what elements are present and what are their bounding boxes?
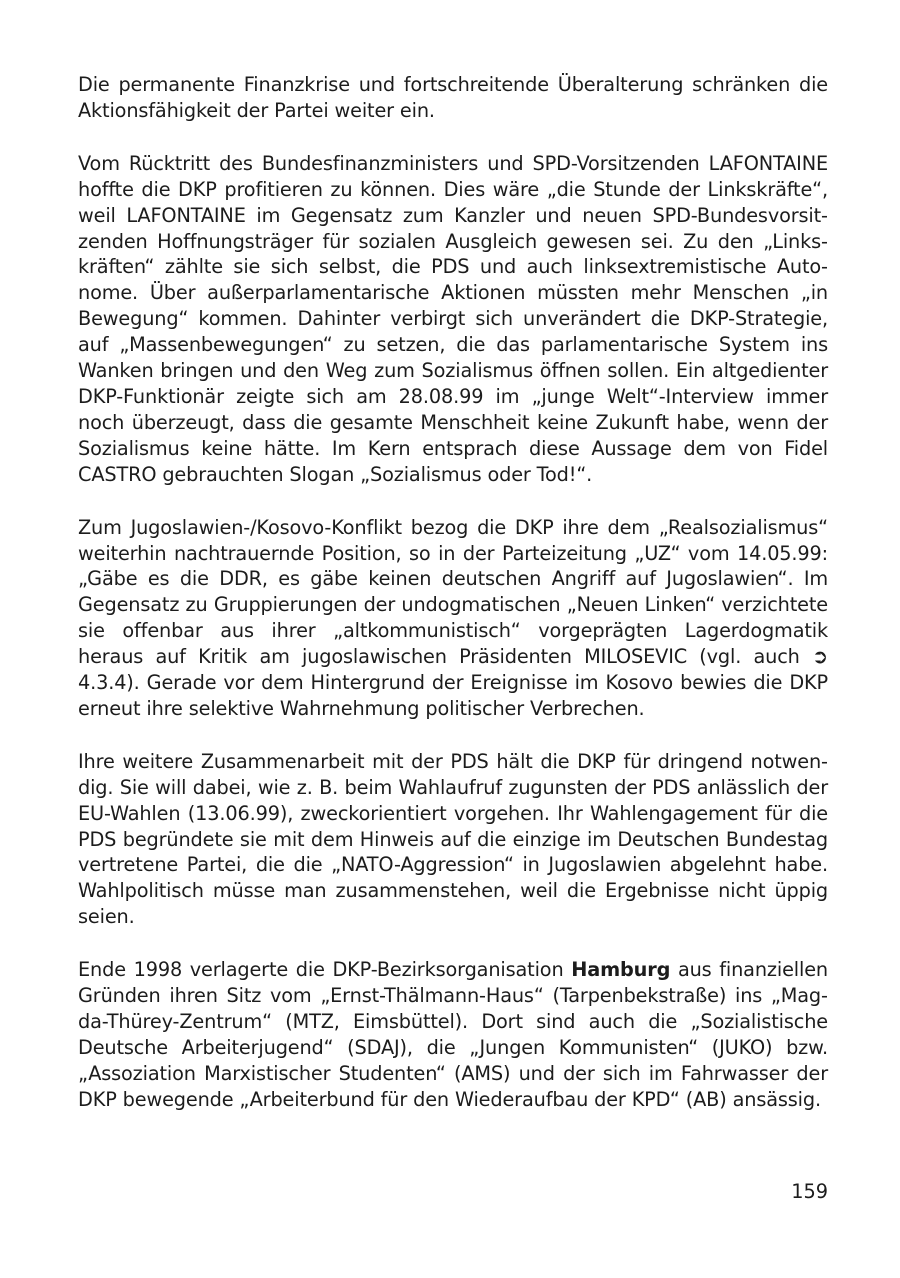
paragraph-hamburg [78,957,828,1112]
cross-reference-arrow-icon[interactable]: ➲ [811,645,828,669]
paragraph-pds-zusammenarbeit: Ihre weitere Zusammenarbeit mit der PDS hält die DKP für dringend notwendig. Sie will dabei, wie z. B. beim Wahlaufruf zugunsten der PDS anlässlich der EU-Wahlen (13.06.99), zweckorientiert vorgehen. Ihr Wahlengagement für die PDS begründete sie mit dem Hinweis auf die einzige im Deutschen Bundestag vertretene Partei, die die „NATO-Aggression“ in Jugoslawien abgelehnt habe. Wahlpolitisch müsse man zusammenstehen, weil die Ergebnisse nicht üppig seien. [78,749,828,929]
paragraph-hamburg-text-end: aus finanziellen Gründen ihren Sitz vom „Ernst-Thälmann-Haus“ (Tarpenbekstraße) ins „Magda-Thürey-Zentrum“ (MTZ, Eimsbüttel). Dort sind auch die „Sozialistische Deutsche Arbeiterjugend“ (SDAJ), die „Jungen Kommunisten“ (JUKO) bzw. „Assoziation Marxistischer Studenten“ (AMS) und der sich im Fahrwasser der DKP bewegende „Arbeiterbund für den Wiederaufbau der KPD“ (AB) ansässig. [78,958,829,1111]
paragraph-hamburg-text-start: Ende 1998 verlagerte die DKP-Bezirksorganisation [78,958,572,982]
paragraph-jugoslawien [78,515,828,722]
paragraph-finanzkrise: Die permanente Finanzkrise und fortschreitende Überalterung schränken die Aktionsfähigkeit der Partei weiter ein. [78,73,828,122]
paragraph-jugoslawien-text-start: Zum Jugoslawien-/Kosovo-Konflikt bezog die DKP ihre dem „Realsozialismus“ weiterhin nachtrauernde Position, so in der Parteizeitung „UZ“ vom 14.05.99: „Gäbe es die DDR, es gäbe keinen deutschen Angriff auf Jugoslawien“. Im Gegensatz zu Gruppierungen der undogmatischen „Neuen Linken“ verzichtete sie offenbar aus ihrer „altkommunistisch“ vorgeprägten Lagerdogmatik heraus auf Kritik am jugoslawischen Präsidenten MILOSEVIC (vgl. auch [78,515,828,669]
document-page [78,72,828,1140]
keyword-hamburg: Hamburg [571,958,671,982]
paragraph-lafontaine: Vom Rücktritt des Bundesfinanzministers und SPD-Vorsitzenden LAFONTAINE hoffte die DKP profitieren zu können. Dies wäre „die Stunde der Linkskräfte“, weil LAFONTAINE im Gegensatz zum Kanzler und neuen SPD-Bundesvorsitzenden Hoffnungsträger für sozialen Ausgleich gewesen sei. Zu den „Linkskräften“ zählte sie sich selbst, die PDS und auch linksextremistische Autonome. Über außerparlamentarische Aktionen müssten mehr Menschen „in Bewegung“ kommen. Dahinter verbirgt sich unverändert die DKP-Strategie, auf „Massenbewegungen“ zu setzen, die das parlamentarische System ins Wanken bringen und den Weg zum Sozialismus öffnen sollen. Ein altgedienter DKP-Funktionär zeigte sich am 28.08.99 im „junge Welt“-Interview immer noch überzeugt, dass die gesamte Menschheit keine Zukunft habe, wenn der Sozialismus keine hätte. Im Kern entsprach diese Aussage dem von Fidel CASTRO gebrauchten Slogan „Sozialismus oder Tod!“. [78,151,828,486]
page-number: 159 [791,1180,828,1203]
paragraph-jugoslawien-text-end: 4.3.4). Gerade vor dem Hintergrund der Ereignisse im Kosovo bewies die DKP erneut ihre selektive Wahrnehmung politischer Verbrechen. [78,671,828,720]
